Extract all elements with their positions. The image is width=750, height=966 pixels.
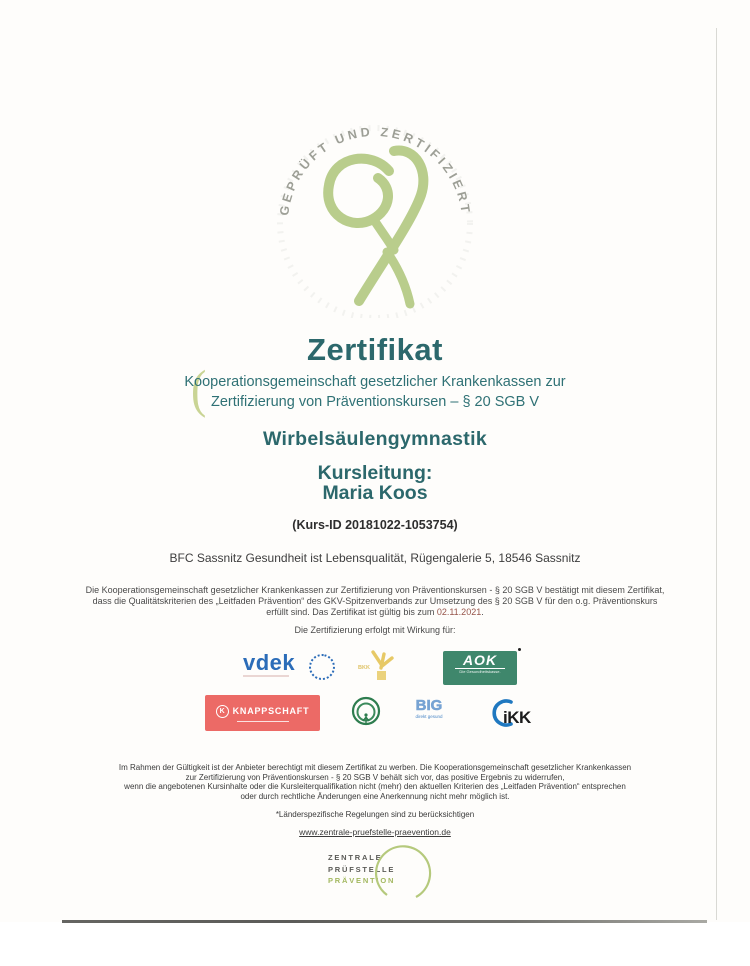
validity-line-1: Die Kooperationsgemeinschaft gesetzlicher Krankenkassen zur Zertifizierung von Präventionskursen - § 20 SGB V bestätigt mit diesem Zertifikat, xyxy=(85,585,665,595)
zpp-logo xyxy=(328,852,458,916)
zpp-line-3: PRÄVENTION xyxy=(328,876,396,885)
zpp-line-1: ZENTRALE xyxy=(328,853,383,862)
issuer-lines xyxy=(0,372,750,412)
course-title: Wirbelsäulengymnastik xyxy=(263,428,487,450)
provider-line: BFC Sassnitz Gesundheit ist Lebensqualität, Rügengalerie 5, 18546 Sassnitz xyxy=(169,551,581,565)
knappschaft-circle-icon: K xyxy=(216,705,229,718)
terms-line-4: oder durch rechtliche Änderungen eine Anerkennung nicht mehr möglich ist. xyxy=(240,791,510,801)
svg-text:GEPRÜFT UND ZERTIFIZIERT xyxy=(277,125,473,217)
certification-seal xyxy=(270,103,480,318)
certificate-title: Zertifikat xyxy=(307,332,443,367)
ikk-wordmark: iKK xyxy=(503,708,531,727)
leader-label: Kursleitung: xyxy=(317,462,433,484)
vdek-tagline-bar xyxy=(243,675,289,677)
effect-line: Die Zertifizierung erfolgt mit Wirkung für: xyxy=(294,625,456,635)
scan-artifact-bottom-line xyxy=(62,920,707,923)
ikk-mark-icon xyxy=(487,696,543,730)
validity-line-3-prefix: erfüllt sind. Das Zertifikat ist gültig bis zum xyxy=(266,607,437,617)
bkk-figure-icon xyxy=(344,648,416,690)
valid-until-date: 02.11.2021 xyxy=(436,607,482,617)
seal-arc-text: GEPRÜFT UND ZERTIFIZIERT xyxy=(277,124,473,217)
aok-box xyxy=(443,651,517,685)
svlfg-logo xyxy=(350,696,382,728)
vdek-logo xyxy=(243,652,343,688)
zpp-line-2: PRÜFSTELLE xyxy=(328,864,396,874)
leader-name: Maria Koos xyxy=(322,482,428,504)
svlfg-rings-icon xyxy=(350,696,382,728)
terms-line-3: wenn die angebotenen Kursinhalte oder die Kursleiterqualifikation nicht (mehr) den aktuellen Kriterien des „Leitfaden Prävention“ entsprechen xyxy=(124,782,626,791)
aok-wordmark: AOK xyxy=(462,652,498,668)
aok-logo xyxy=(443,651,521,687)
validity-paragraph xyxy=(65,585,685,618)
bkk-wordmark: BKK xyxy=(358,665,370,671)
issuer-line-2: Zertifizierung von Präventionskursen – § 20 SGB V xyxy=(210,394,540,410)
terms-line-2: zur Zertifizierung von Präventionskursen - § 20 SGB V behält sich vor, das positive Ergebnis zu widerrufen, xyxy=(185,772,565,782)
bkk-logo xyxy=(344,648,416,690)
ikk-logo xyxy=(487,696,543,730)
validity-line-2: dass die Qualitätskriterien des „Leitfaden Prävention“ des GKV-Spitzenverbands zur Umsetzung des § 20 SGB V für den o.g. Präventionskurs xyxy=(92,596,658,606)
knappschaft-wordmark: KNAPPSCHAFT xyxy=(232,706,310,716)
course-id: (Kurs-ID 20181022-1053754) xyxy=(292,518,458,532)
decorative-paren: ( xyxy=(191,359,207,418)
website-link[interactable]: www.zentrale-pruefstelle-praevention.de xyxy=(299,827,451,837)
big-wordmark: BIG xyxy=(415,697,443,714)
aok-tagline: Die Gesundheitskasse. xyxy=(459,669,501,674)
vdek-wordmark: vdek xyxy=(243,650,296,675)
scan-artifact-right-edge xyxy=(716,28,717,920)
validity-line-3 xyxy=(65,607,685,618)
zpp-circle-icon xyxy=(374,842,436,904)
terms-line-1: Im Rahmen der Gültigkeit ist der Anbieter berechtigt mit diesem Zertifikat zu werben. Die Kooperationsgemeinschaft gesetzlicher Krankenkassen xyxy=(118,763,632,772)
knappschaft-tagline-bar xyxy=(237,721,289,722)
validity-line-3-suffix: . xyxy=(481,607,484,617)
terms-paragraph xyxy=(75,763,675,801)
big-logo xyxy=(408,698,450,728)
big-tagline: direkt gesund xyxy=(415,714,443,719)
aok-registered-dot xyxy=(518,648,521,651)
course-leader-block xyxy=(0,463,750,503)
knappschaft-logo xyxy=(205,695,320,731)
seal-figure-icon xyxy=(270,103,480,318)
regional-note: *Länderspezifische Regelungen sind zu berücksichtigen xyxy=(275,810,475,819)
issuer-line-1: Kooperationsgemeinschaft gesetzlicher Krankenkassen zur xyxy=(184,374,566,390)
